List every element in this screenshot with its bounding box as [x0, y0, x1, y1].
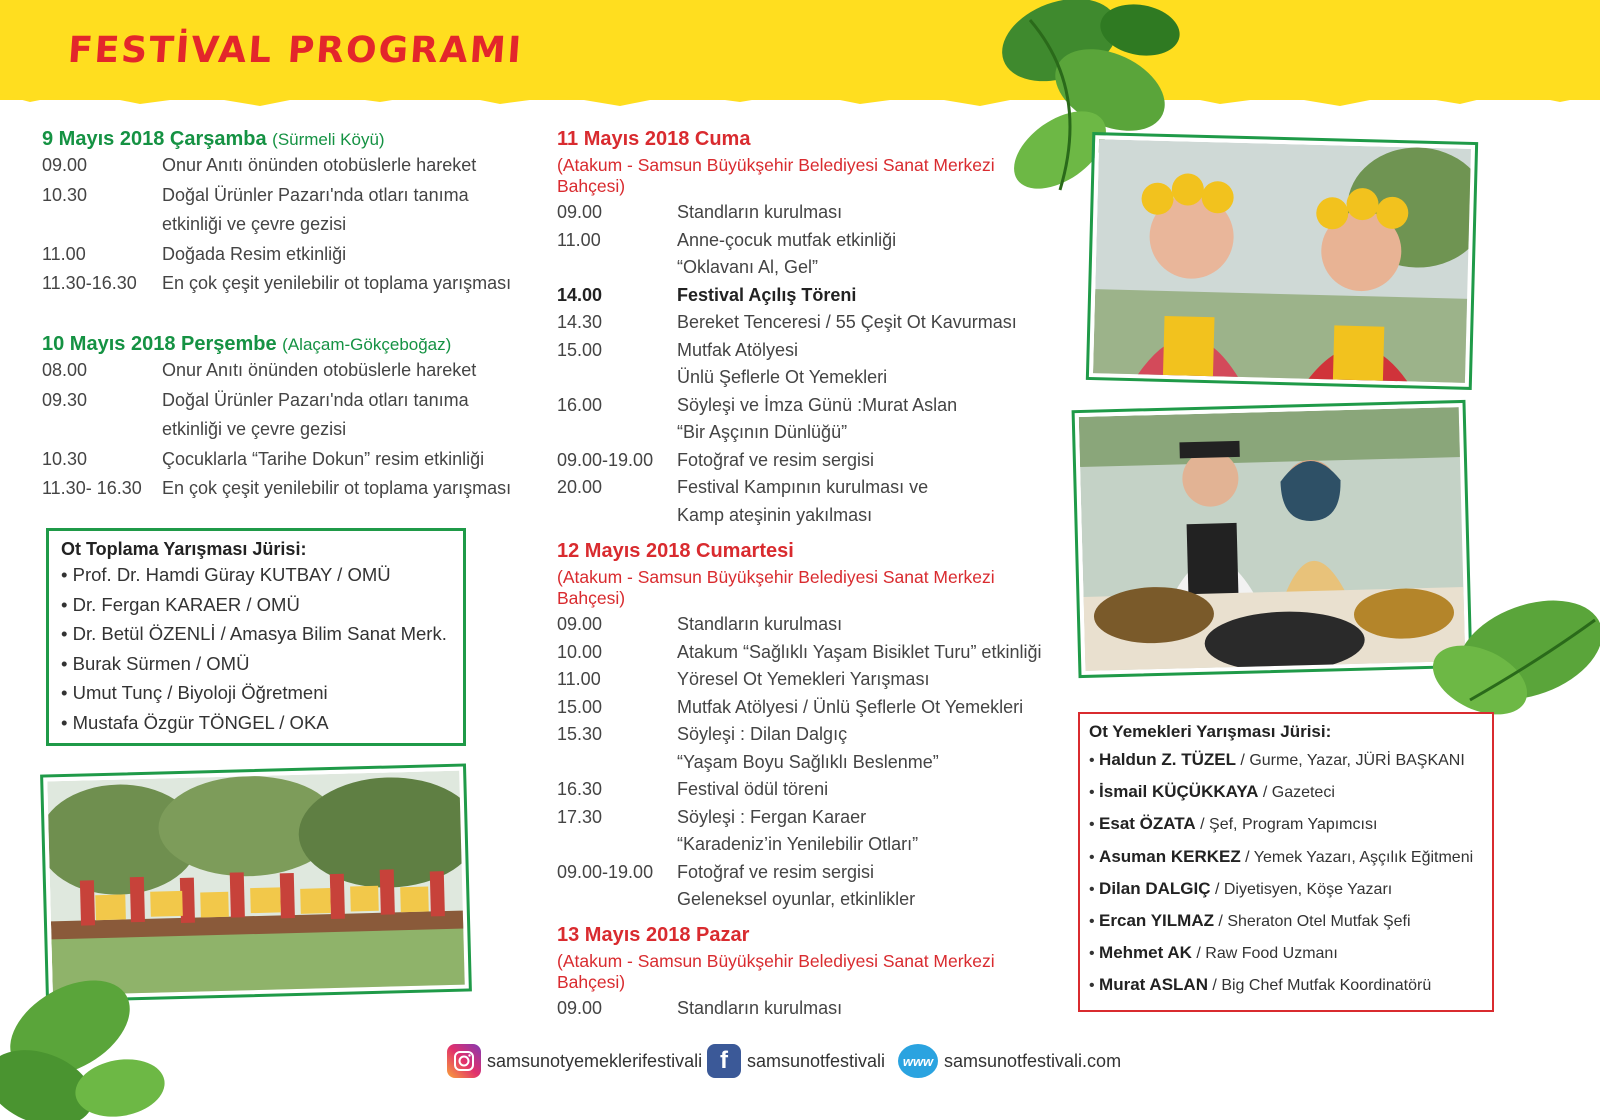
schedule-time: 09.00 [557, 614, 603, 634]
schedule-event: “Bir Aşçının Dünlüğü” [677, 422, 848, 442]
schedule-time [42, 210, 162, 240]
schedule-row [42, 269, 522, 299]
schedule-event: Ünlü Şeflerle Ot Yemekleri [677, 367, 888, 387]
children-bridge-photo [43, 767, 469, 1000]
schedule-row [557, 666, 1037, 694]
jury-member-name: Haldun Z. TÜZEL [1099, 750, 1236, 769]
day-11-place: (Atakum - Samsun Büyükşehir Belediyesi Sanat Merkezi Bahçesi) [557, 155, 995, 196]
day-13-schedule [557, 995, 1037, 1023]
schedule-row [557, 611, 1037, 639]
schedule-time: 11.30- 16.30 [42, 478, 142, 498]
schedule-row [557, 694, 1037, 722]
bullet: • [1089, 784, 1100, 802]
jury-member: • Mustafa Özgür TÖNGEL / OKA [61, 711, 329, 733]
schedule-row [557, 749, 1037, 777]
facebook-handle: samsunotfestivali [747, 1050, 886, 1071]
schedule-row [557, 995, 1037, 1023]
schedule-time [557, 886, 677, 914]
schedule-row [557, 364, 1037, 392]
bullet: • [1089, 848, 1100, 866]
schedule-row [42, 445, 522, 475]
schedule-row [42, 181, 522, 211]
jury-member: • Umut Tunç / Biyoloji Öğretmeni [61, 682, 328, 703]
schedule-row [557, 776, 1037, 804]
schedule-event: En çok çeşit yenilebilir ot toplama yarışması [162, 273, 512, 293]
herb-collection-jury-list [61, 560, 451, 737]
schedule-row [557, 199, 1037, 227]
jury-member-role: / Gurme, Yazar, JÜRİ BAŞKANI [1235, 752, 1465, 769]
day-10-date: 10 Mayıs 2018 Perşembe [42, 333, 277, 355]
schedule-event: Mutfak Atölyesi / Ünlü Şeflerle Ot Yemekleri [677, 696, 1024, 717]
schedule-row [557, 859, 1037, 887]
jury-member [1089, 905, 1483, 937]
schedule-event: Atakum “Sağlıklı Yaşam Bisiklet Turu” etkinliği [677, 641, 1042, 662]
schedule-event: Doğada Resim etkinliği [162, 243, 347, 264]
page-title: FESTİVAL PROGRAMI [66, 30, 525, 71]
schedule-row [42, 151, 522, 181]
schedule-event: etkinliği ve çevre gezisi [162, 419, 347, 439]
schedule-event: Söyleşi : Dilan Dalgıç [677, 724, 848, 744]
schedule-time: 10.30 [42, 448, 88, 469]
leaf-decoration-right [1410, 590, 1600, 730]
jury-member-role: / Sheraton Otel Mutfak Şefi [1213, 913, 1411, 931]
schedule-time: 10.30 [42, 184, 88, 205]
schedule-event: Doğal Ürünler Pazarı'nda otları tanıma [162, 184, 469, 205]
schedule-time [557, 419, 677, 447]
jury-member [1089, 873, 1483, 905]
schedule-row [557, 254, 1037, 282]
schedule-event: Onur Anıtı önünden otobüslerle hareket [162, 360, 477, 380]
schedule-time: 08.00 [42, 360, 88, 380]
jury-member-role: / Raw Food Uzmanı [1191, 945, 1338, 963]
schedule-time: 16.00 [557, 394, 603, 415]
herb-collection-jury-title: Ot Toplama Yarışması Jürisi: [61, 539, 307, 559]
schedule-event: “Oklavanı Al, Gel” [677, 257, 819, 277]
schedule-time: 09.00 [42, 155, 88, 175]
schedule-event: Mutfak Atölyesi [677, 339, 799, 360]
bullet: • [1089, 880, 1100, 898]
website-url: samsunotfestivali.com [944, 1050, 1122, 1071]
schedule-event: Standların kurulması [677, 614, 843, 634]
schedule-time [557, 502, 677, 530]
schedule-time: 11.30-16.30 [42, 273, 137, 293]
jury-member [1089, 937, 1483, 969]
schedule-row [42, 210, 522, 240]
day-11-schedule [557, 199, 1037, 529]
schedule-time: 17.30 [557, 806, 603, 827]
herb-collection-jury-box [46, 528, 466, 746]
schedule-row [42, 474, 522, 504]
schedule-time: 11.00 [42, 243, 86, 264]
website-link[interactable] [898, 1044, 1121, 1078]
day-12-schedule [557, 611, 1042, 914]
day-11-date: 11 Mayıs 2018 Cuma [557, 128, 751, 150]
schedule-event: En çok çeşit yenilebilir ot toplama yarışması [162, 478, 512, 498]
facebook-link[interactable] [707, 1044, 885, 1078]
schedule-time: 16.30 [557, 779, 603, 799]
jury-member: • Dr. Betül ÖZENLİ / Amasya Bilim Sanat Merk. [61, 623, 447, 644]
jury-member [1089, 808, 1483, 840]
jury-member-name: Dilan DALGIÇ [1099, 878, 1211, 898]
facebook-icon: f [707, 1044, 741, 1078]
schedule-row [557, 639, 1042, 667]
schedule-row [557, 282, 1037, 310]
herb-dishes-jury-list [1089, 744, 1483, 1002]
instagram-icon [447, 1044, 481, 1078]
leaf-decoration-bottom-left [0, 968, 170, 1120]
day-9-schedule [42, 151, 522, 299]
day-10-heading [42, 333, 522, 356]
bullet: • [1089, 752, 1100, 769]
schedule-row [557, 474, 1037, 502]
day-9-place: (Sürmeli Köyü) [272, 130, 385, 149]
schedule-event: “Karadeniz’in Yenilebilir Otları” [677, 834, 919, 854]
schedule-row [557, 447, 1037, 475]
schedule-time: 09.00-19.00 [557, 449, 654, 470]
schedule-event: Geleneksel oyunlar, etkinlikler [677, 889, 916, 909]
schedule-event: Standların kurulması [677, 202, 843, 222]
day-13-section [557, 924, 1037, 1023]
schedule-time: 15.00 [557, 696, 603, 717]
schedule-time: 14.00 [557, 284, 603, 305]
torn-edge [0, 80, 1600, 120]
schedule-time: 15.00 [557, 339, 603, 360]
day-12-section [557, 540, 1042, 914]
day-9-section [42, 128, 522, 299]
schedule-row [557, 337, 1037, 365]
instagram-link[interactable] [447, 1044, 702, 1078]
schedule-time: 10.00 [557, 641, 603, 662]
schedule-event: Yöresel Ot Yemekleri Yarışması [677, 669, 930, 689]
schedule-event: Söyleşi : Fergan Karaer [677, 806, 867, 827]
jury-member [1089, 969, 1483, 1001]
jury-member-name: Ercan YILMAZ [1099, 911, 1214, 931]
jury-member [1089, 841, 1483, 873]
schedule-event: Festival Açılış Töreni [677, 284, 857, 305]
schedule-time [557, 749, 677, 777]
schedule-time: 11.00 [557, 669, 601, 689]
schedule-event: Fotoğraf ve resim sergisi [677, 449, 875, 470]
instagram-handle: samsunotyemeklerifestivali [487, 1050, 703, 1071]
schedule-row [42, 415, 522, 445]
schedule-time: 09.00 [557, 998, 603, 1018]
schedule-event: Festival ödül töreni [677, 779, 829, 799]
children-bridge-image [47, 770, 469, 999]
jury-member-role: / Gazeteci [1258, 784, 1335, 802]
jury-member: • Prof. Dr. Hamdi Güray KUTBAY / OMÜ [61, 564, 391, 585]
schedule-row [557, 804, 1037, 832]
bullet: • [1089, 816, 1100, 834]
jury-member: • Burak Sürmen / OMÜ [61, 652, 250, 674]
day-13-place: (Atakum - Samsun Büyükşehir Belediyesi Sanat Merkezi Bahçesi) [557, 951, 995, 992]
schedule-row [557, 309, 1037, 337]
day-12-date: 12 Mayıs 2018 Cumartesi [557, 540, 794, 562]
schedule-event: “Yaşam Boyu Sağlıklı Beslenme” [677, 751, 939, 772]
schedule-row [557, 831, 1037, 859]
jury-member-role: / Şef, Program Yapımcısı [1195, 816, 1378, 834]
schedule-time: 11.00 [557, 229, 601, 250]
schedule-event: Standların kurulması [677, 998, 843, 1018]
day-9-heading [42, 128, 522, 151]
jury-member-name: Murat ASLAN [1099, 975, 1208, 995]
day-13-date: 13 Mayıs 2018 Pazar [557, 924, 750, 946]
schedule-row [557, 886, 1037, 914]
jury-member [1089, 744, 1483, 776]
herb-dishes-jury-box [1078, 712, 1494, 1012]
day-10-place: (Alaçam-Gökçeboğaz) [282, 335, 452, 354]
bullet: • [1089, 977, 1100, 995]
schedule-event: Festival Kampının kurulması ve [677, 477, 929, 497]
schedule-event: Bereket Tenceresi / 55 Çeşit Ot Kavurması [677, 312, 1017, 332]
schedule-event: Çocuklarla “Tarihe Dokun” resim etkinliği [162, 448, 485, 469]
jury-member-name: Esat ÖZATA [1099, 814, 1196, 834]
schedule-event: Doğal Ürünler Pazarı'nda otları tanıma [162, 389, 469, 410]
schedule-row [42, 356, 522, 386]
schedule-row [557, 502, 1037, 530]
bullet: • [1089, 945, 1100, 963]
www-icon: www [898, 1044, 938, 1078]
jury-member-role: / Yemek Yazarı, Aşçılık Eğitmeni [1240, 848, 1474, 866]
schedule-time: 14.30 [557, 312, 603, 332]
day-11-section [557, 128, 1037, 529]
schedule-event: Onur Anıtı önünden otobüslerle hareket [162, 155, 477, 175]
day-10-schedule [42, 356, 522, 504]
schedule-row [42, 386, 522, 416]
schedule-row [557, 419, 1037, 447]
schedule-row [557, 392, 1037, 420]
schedule-time [557, 364, 677, 392]
schedule-event: Söyleşi ve İmza Günü :Murat Aslan [677, 394, 958, 415]
schedule-event: Anne-çocuk mutfak etkinliği [677, 229, 897, 250]
jury-member [1089, 776, 1483, 808]
herb-dishes-jury-title: Ot Yemekleri Yarışması Jürisi: [1089, 722, 1332, 741]
schedule-time: 15.30 [557, 724, 603, 744]
day-12-place: (Atakum - Samsun Büyükşehir Belediyesi Sanat Merkezi Bahçesi) [557, 567, 995, 608]
day-10-section [42, 333, 522, 504]
schedule-time: 09.00 [557, 202, 603, 222]
schedule-time: 09.00-19.00 [557, 861, 654, 882]
schedule-event: Kamp ateşinin yakılması [677, 504, 873, 525]
jury-member-role: / Big Chef Mutfak Koordinatörü [1207, 977, 1432, 995]
schedule-time [557, 831, 677, 859]
schedule-event: Fotoğraf ve resim sergisi [677, 861, 875, 882]
jury-member-name: Asuman KERKEZ [1099, 846, 1241, 866]
jury-member-name: İsmail KÜÇÜKKAYA [1099, 782, 1259, 802]
schedule-time: 20.00 [557, 477, 603, 497]
jury-member: • Dr. Fergan KARAER / OMÜ [61, 593, 300, 615]
jury-member-name: Mehmet AK [1099, 943, 1192, 963]
schedule-row [42, 240, 522, 270]
day-9-date: 9 Mayıs 2018 Çarşamba [42, 128, 267, 150]
bullet: • [1089, 913, 1100, 931]
women-flower-crowns-image [1093, 139, 1475, 387]
schedule-time [42, 415, 162, 445]
jury-member-role: / Diyetisyen, Köşe Yazarı [1210, 880, 1393, 898]
schedule-event: etkinliği ve çevre gezisi [162, 214, 347, 234]
schedule-row [557, 721, 1037, 749]
schedule-time: 09.30 [42, 389, 88, 410]
women-flower-crowns-photo [1089, 135, 1475, 387]
schedule-time [557, 254, 677, 282]
schedule-row [557, 227, 1037, 255]
